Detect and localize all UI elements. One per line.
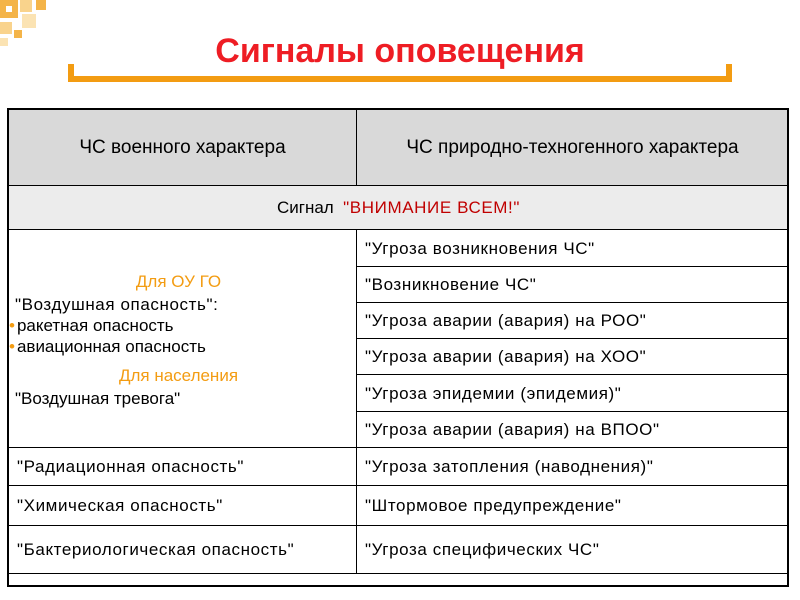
signal-cell: [9, 186, 789, 230]
signals-table: [8, 109, 789, 574]
page-title: Сигналы оповещения: [215, 32, 585, 70]
header-natural: ЧС природно-техногенного характера: [357, 110, 789, 186]
bullet-aviation-text: авиационная опасность: [16, 336, 206, 356]
signal-value: "ВНИМАНИЕ ВСЕМ!": [343, 198, 521, 217]
natural-row-2: "Возникновение ЧС": [357, 267, 789, 303]
signal-prefix: Сигнал: [276, 198, 334, 217]
table-row: [9, 526, 789, 574]
for-population-label: Для населения: [118, 365, 239, 385]
table-row: [9, 486, 789, 526]
natural-row-6: "Угроза аварии (авария) на ВПОО": [357, 412, 789, 448]
military-block-cell: [9, 230, 357, 448]
bullet-rocket: [9, 315, 348, 336]
header-military: ЧС военного характера: [9, 110, 357, 186]
signal-row: [9, 186, 789, 230]
air-alert-label: "Воздушная тревога": [15, 388, 181, 408]
radiation-danger: "Радиационная опасность": [9, 448, 357, 486]
bacteriological-danger: "Бактериологическая опасность": [9, 526, 357, 574]
natural-row-4: "Угроза аварии (авария) на ХОО": [357, 339, 789, 375]
table-header-row: [9, 110, 789, 186]
for-ou-go-label: Для ОУ ГО: [135, 271, 222, 291]
bullet-rocket-text: ракетная опасность: [16, 315, 174, 335]
natural-row-3: "Угроза аварии (авария) на РОО": [357, 303, 789, 339]
chemical-danger: "Химическая опасность": [9, 486, 357, 526]
table-row: [9, 230, 789, 267]
air-danger-label: "Воздушная опасность":: [15, 294, 219, 314]
bullet-aviation: [9, 336, 348, 357]
natural-row-5: "Угроза эпидемии (эпидемия)": [357, 375, 789, 412]
natural-row-1: "Угроза возникновения ЧС": [357, 230, 789, 267]
storm-warning: "Штормовое предупреждение": [357, 486, 789, 526]
flood-threat: "Угроза затопления (наводнения)": [357, 448, 789, 486]
title-underline-bracket: [68, 64, 732, 82]
specific-threat: "Угроза специфических ЧС": [357, 526, 789, 574]
table-row: [9, 448, 789, 486]
